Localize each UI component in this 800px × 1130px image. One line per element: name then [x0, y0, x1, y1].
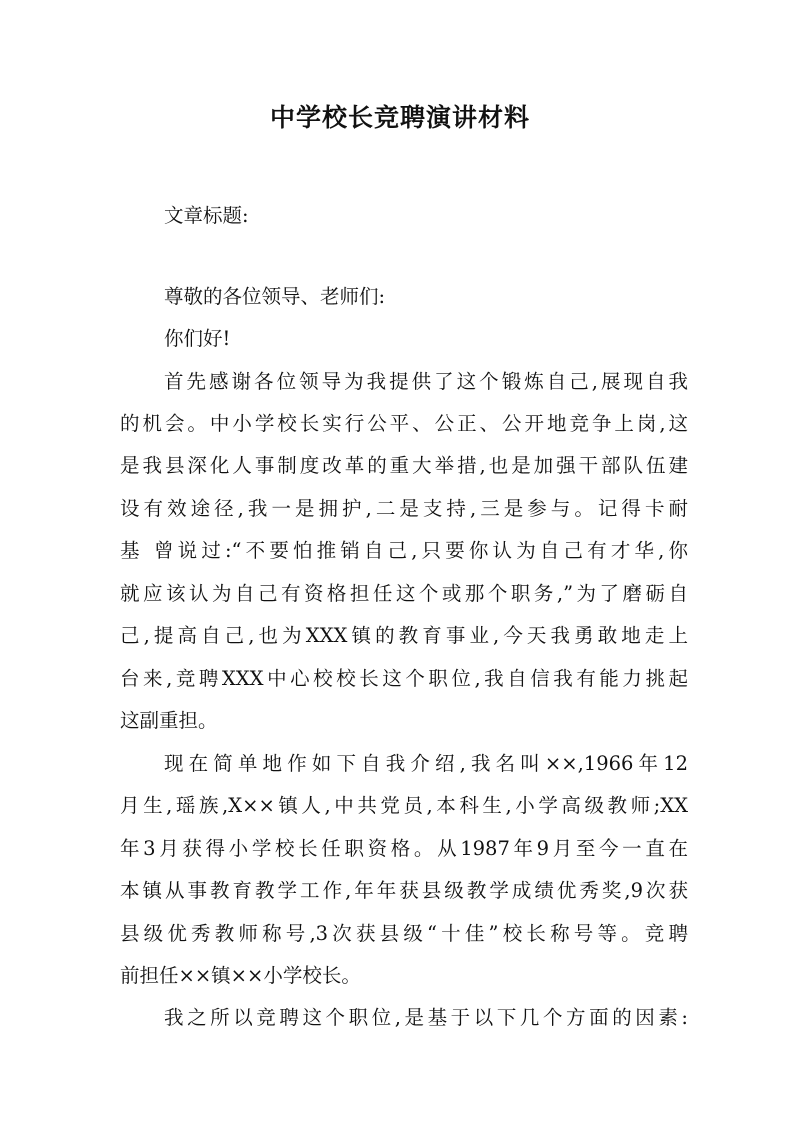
page-title: 中学校长竞聘演讲材料 [269, 103, 530, 132]
paragraph-1-line: 是我县深化人事制度改革的重大举措,也是加强干部队伍建 [120, 454, 688, 477]
paragraph-2-line: 年3月获得小学校长任职资格。从1987年9月至今一直在 [120, 837, 688, 860]
paragraph-1-line: 台来,竞聘XXX中心校校长这个职位,我自信我有能力挑起 [120, 667, 688, 690]
paragraph-2-line: 县级优秀教师称号,3次获县级“十佳”校长称号等。竞聘 [120, 922, 688, 945]
article-title-label: 文章标题: [164, 204, 249, 227]
paragraph-1-line: 就应该认为自己有资格担任这个或那个职务,”为了磨砺自 [120, 582, 688, 605]
paragraph-1-line: 首先感谢各位领导为我提供了这个锻炼自己,展现自我 [164, 370, 688, 393]
paragraph-1-line: 这副重担。 [120, 709, 218, 732]
paragraph-1-line: 的机会。中小学校长实行公平、公正、公开地竞争上岗,这 [120, 412, 688, 435]
paragraph-1-line: 己,提高自己,也为XXX镇的教育事业,今天我勇敢地走上 [120, 624, 688, 647]
hello-line: 你们好! [164, 327, 231, 350]
paragraph-2-line: 现在简单地作如下自我介绍,我名叫××,1966年12 [164, 752, 688, 775]
paragraph-2-line: 本镇从事教育教学工作,年年获县级教学成绩优秀奖,9次获 [120, 879, 688, 902]
paragraph-3-line: 我之所以竞聘这个职位,是基于以下几个方面的因素: [164, 1006, 688, 1029]
paragraph-1-line: 设有效途径,我一是拥护,二是支持,三是参与。记得卡耐 [120, 497, 688, 520]
greeting-line: 尊敬的各位领导、老师们: [164, 285, 386, 308]
paragraph-2-line: 月生,瑶族,X××镇人,中共党员,本科生,小学高级教师;XX [120, 794, 688, 817]
paragraph-2-line: 前担任××镇××小学校长。 [120, 964, 361, 987]
paragraph-1-line: 基 曾说过:“不要怕推销自己,只要你认为自己有才华,你 [120, 539, 688, 562]
